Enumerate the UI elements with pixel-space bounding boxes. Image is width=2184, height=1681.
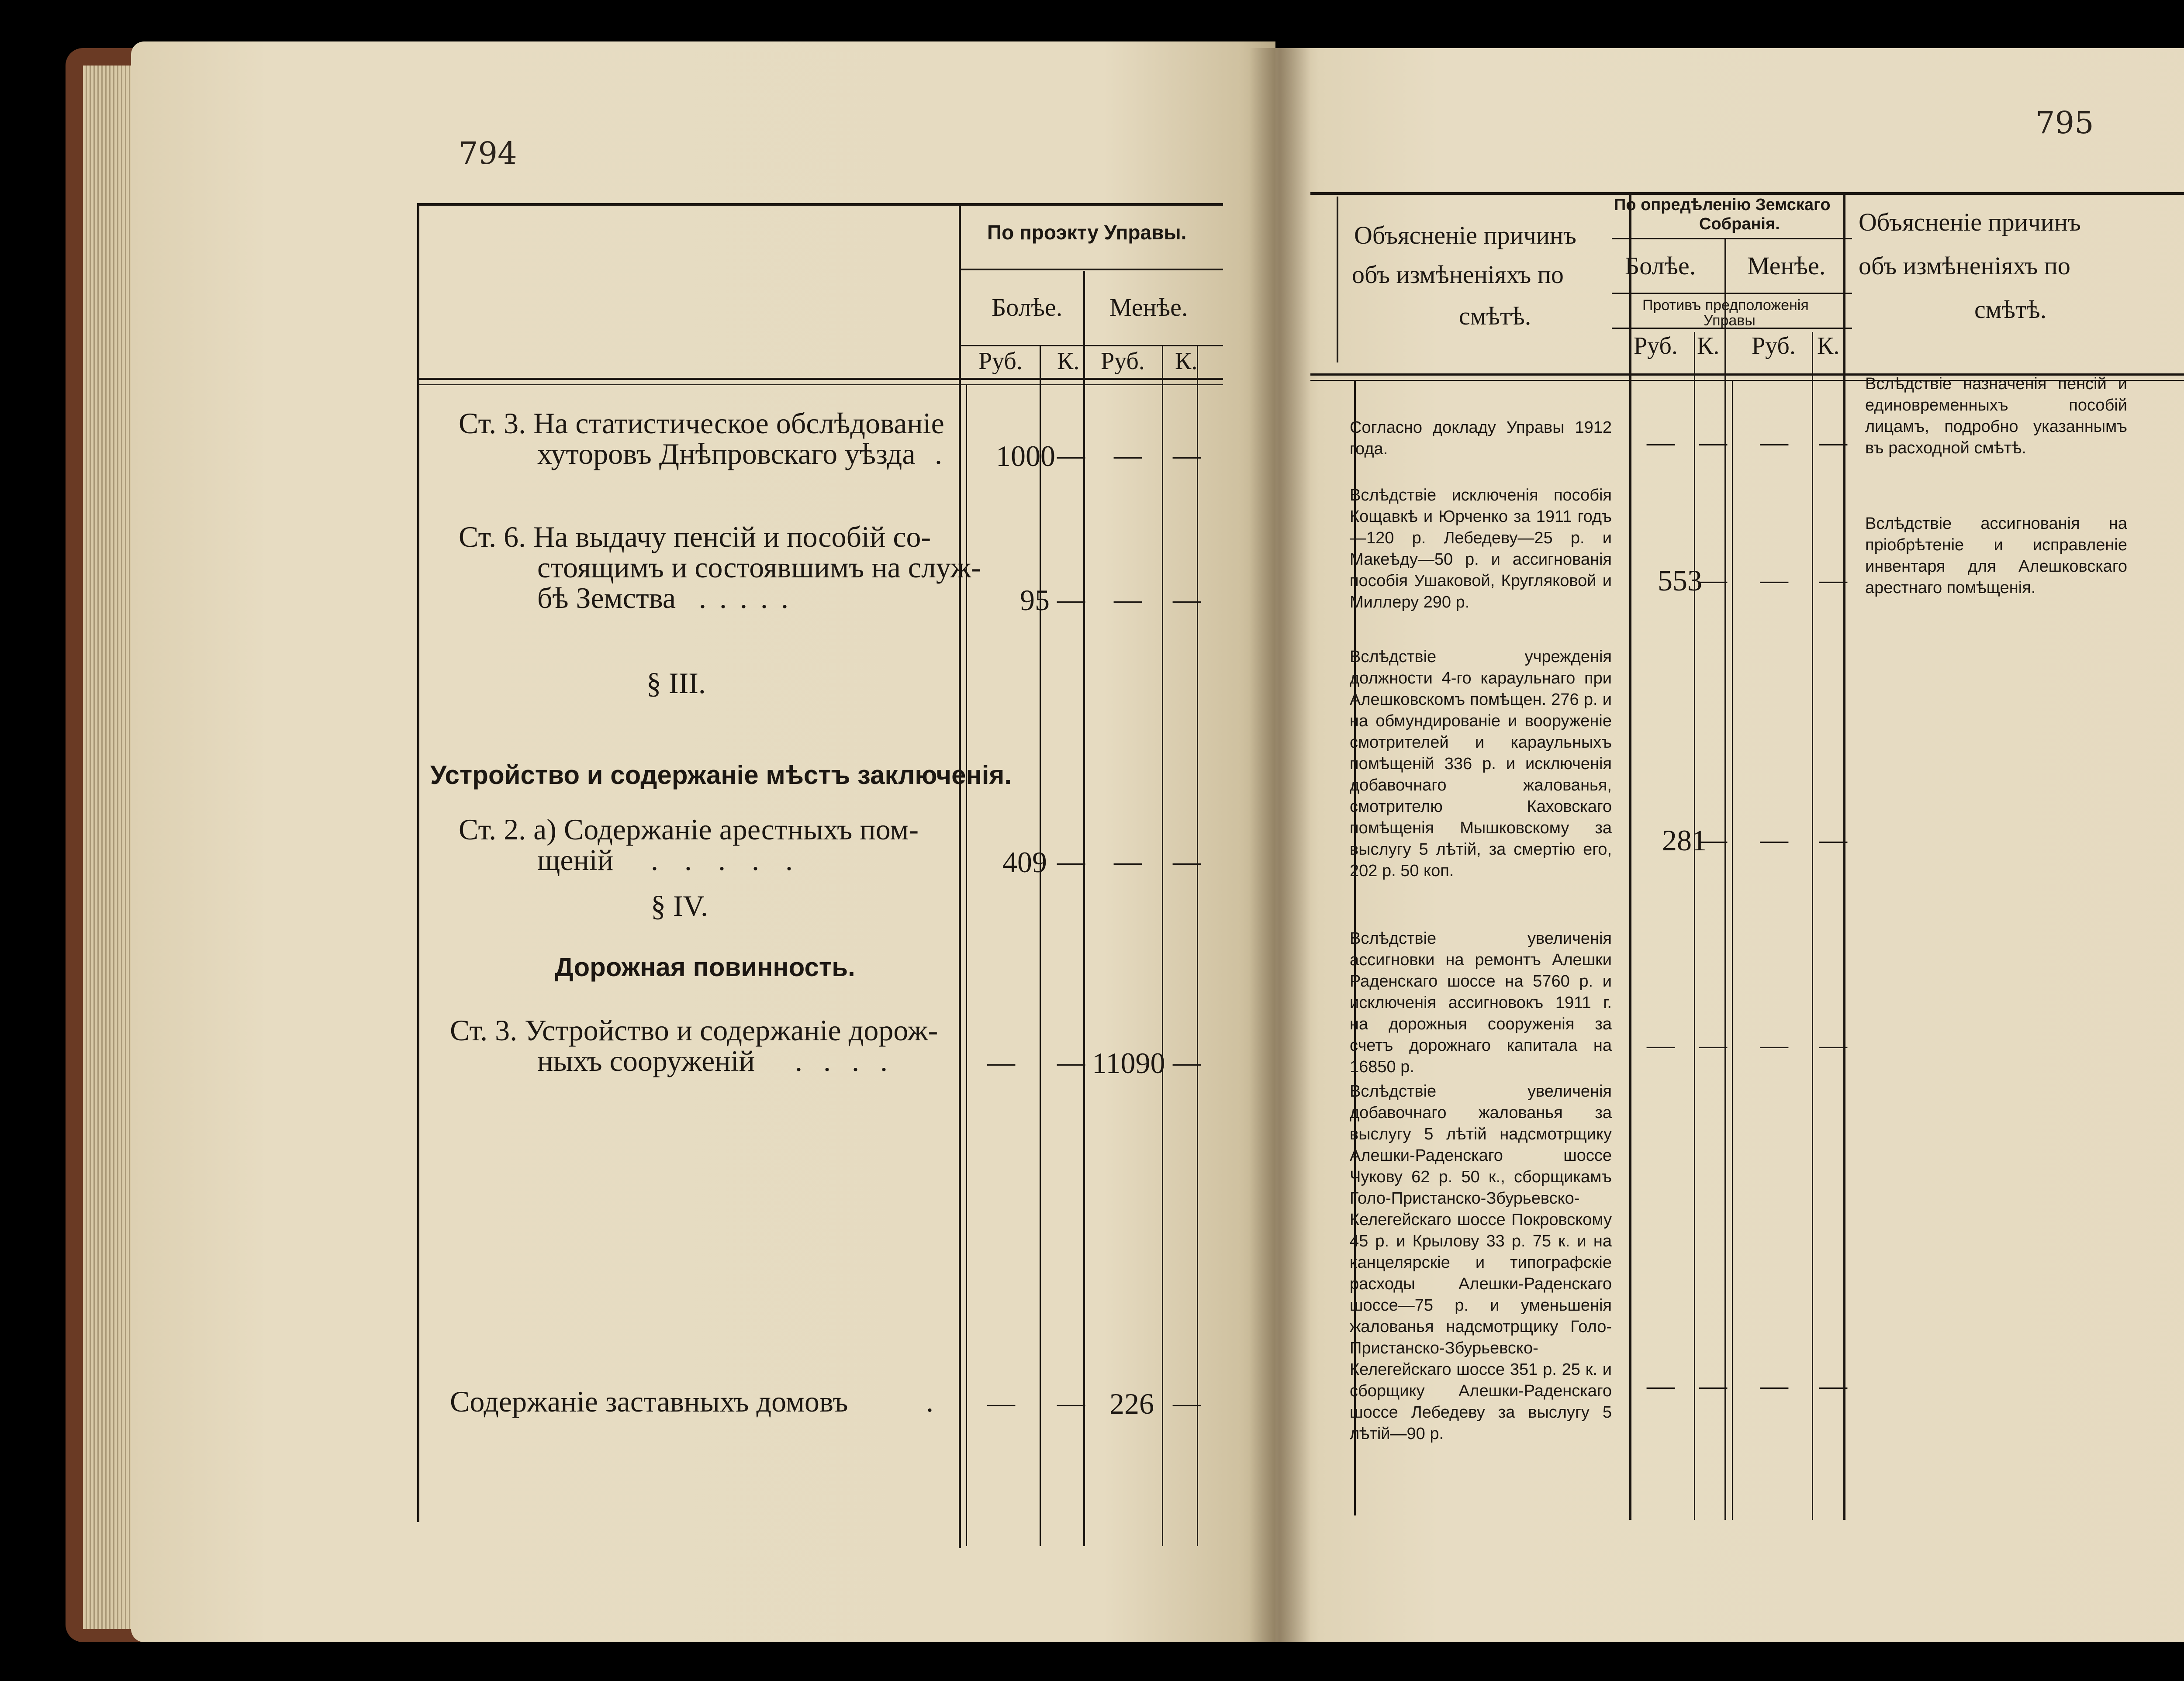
- left-header-group-rule: [961, 269, 1223, 270]
- left-table-top-rule: [419, 203, 1223, 206]
- left-row-3-less-rub: —: [1114, 846, 1142, 877]
- right-header-explain-2: объ измѣненіяхъ по: [1352, 260, 1564, 289]
- right-header-less: Менѣе.: [1747, 252, 1826, 280]
- right-row-2-less-kop: —: [1819, 564, 1847, 595]
- left-header-sub-rule: [961, 345, 1223, 346]
- right-col-rule-1: [1629, 192, 1631, 1520]
- right-col-rule-5: [1843, 192, 1845, 1520]
- right-header-left-rule: [1337, 197, 1338, 362]
- right-row-3-more-rub: 281: [1662, 824, 1707, 857]
- right-header-kop-1: К.: [1697, 332, 1720, 359]
- right-header-explain-1: Объясненіе причинъ: [1354, 221, 1576, 249]
- right-row-3-more-kop: —: [1699, 824, 1727, 855]
- left-page-number: 794: [459, 135, 517, 171]
- left-header-rub-2: Руб.: [1101, 348, 1145, 375]
- left-row-3-more-rub: 409: [1002, 846, 1047, 879]
- left-row-3-line-1: Ст. 2. а) Содержаніе арестныхъ пом-: [459, 813, 919, 846]
- right-row-4-more-rub: —: [1647, 1029, 1675, 1060]
- right-row-1-more-kop: —: [1699, 426, 1727, 457]
- right-row-3-less-rub: —: [1760, 824, 1788, 855]
- left-row-2-less-rub: —: [1114, 583, 1142, 614]
- right-row-2-more-rub: 553: [1658, 564, 1702, 597]
- right-col-rule-2: [1694, 332, 1695, 1520]
- left-row-4-less-rub: 11090: [1092, 1046, 1165, 1080]
- right-row-5-less-kop: —: [1819, 1370, 1847, 1401]
- right-header-explain-r-1: Объясненіе причинъ: [1859, 208, 2081, 236]
- left-row-4-less-kop: —: [1173, 1046, 1201, 1077]
- right-note-left-2: Вслѣдствіе исключенія пособія Кощавкѣ и Юрченко за 1911 годъ—120 р. Лебедеву—25 р. и Макеѣду—50 р. и ассигнованія пособія Ушаковой, Кругляковой и Миллеру 290 р.: [1350, 486, 1612, 611]
- right-row-4-more-kop: —: [1699, 1029, 1727, 1060]
- left-row-5-less-rub: 226: [1109, 1387, 1154, 1420]
- right-header-group-rule: [1612, 238, 1852, 239]
- right-header-group-1: По опредѣленію Земскаго: [1614, 196, 1831, 214]
- left-row-2-more-kop: —: [1057, 583, 1085, 614]
- left-row-2-leader: .....: [699, 581, 802, 614]
- left-row-5-line-1: Содержаніе заставныхъ домовъ: [450, 1385, 848, 1418]
- right-page-number: 795: [2035, 105, 2094, 141]
- left-header-group: По проэкту Управы.: [987, 221, 1187, 244]
- left-col-rule-5: [1197, 345, 1198, 1546]
- right-note-left-5: Вслѣдствіе увеличенія добавочнаго жалованья за выслугу 5 лѣтій надсмотрщику Алешки-Раденскаго шоссе Чукову 62 р. 50 к., сборщикамъ Голо-Пристанско-Збурьевско-Келегейскаго шоссе Покровскому 45 р. и Крылову 33 р. 75 к. и на канцелярскіе и типографскіе расходы Алешки-Раденскаго шоссе—75 р. и уменьшенія жалованья надсмотрщику Голо-Пристанско-Збурьевско-Келегейскаго шоссе 351 р. 25 к. и сборщику Алешки-Раденскаго шоссе Лебедеву за выслугу 5 лѣтій—90 р.: [1350, 1082, 1612, 1443]
- right-row-3-less-kop: —: [1819, 824, 1847, 855]
- left-row-2-line-3: бѣ Земства: [537, 581, 676, 614]
- right-row-4-less-kop: —: [1819, 1029, 1847, 1060]
- left-row-1-leader: .: [935, 437, 942, 470]
- right-header-sub-rule: [1612, 293, 1852, 294]
- right-note-left-1: Согласно докладу Управы 1912 года.: [1350, 418, 1612, 458]
- right-header-kop-2: К.: [1817, 332, 1840, 359]
- right-header-explain-r-3: смѣтѣ.: [1974, 295, 2047, 324]
- left-header-kop-2: К.: [1175, 348, 1198, 375]
- left-header-less: Менѣе.: [1109, 293, 1188, 321]
- left-row-1-less-kop: —: [1173, 439, 1201, 470]
- right-col-rule-3b: [1732, 380, 1733, 1520]
- left-row-1-more-kop: —: [1057, 439, 1085, 470]
- left-section-4: § IV.: [651, 889, 708, 922]
- left-row-3-less-kop: —: [1173, 846, 1201, 877]
- left-row-2-line-2: стоящимъ и состоявшимъ на служ-: [537, 551, 981, 584]
- gutter-shadow: [1249, 48, 1310, 1642]
- right-table-top-rule: [1310, 192, 2184, 195]
- right-row-5-more-rub: —: [1647, 1370, 1675, 1401]
- left-col-rule-4: [1162, 345, 1163, 1546]
- right-header-more: Болѣе.: [1625, 252, 1696, 280]
- left-col-rule-1: [959, 203, 961, 1548]
- left-table-left-rule: [417, 203, 419, 1522]
- left-row-4-more-rub: —: [987, 1046, 1015, 1077]
- right-row-5-less-rub: —: [1760, 1370, 1788, 1401]
- right-col-rule-4: [1812, 332, 1813, 1520]
- left-row-2-less-kop: —: [1173, 583, 1201, 614]
- left-header-rub-1: Руб.: [978, 348, 1023, 375]
- left-row-5-more-rub: —: [987, 1387, 1015, 1418]
- left-row-1-more-rub: 1000: [996, 439, 1055, 473]
- right-header-against-2: Управы: [1704, 312, 1755, 329]
- right-row-1-more-rub: —: [1647, 426, 1675, 457]
- left-row-4-line-2: ныхъ сооруженій: [537, 1044, 755, 1077]
- left-header-bottom-rule-2: [419, 384, 1223, 385]
- right-row-1-less-kop: —: [1819, 426, 1847, 457]
- left-row-3-line-2: щеній: [537, 843, 614, 877]
- left-col-rule-2: [1040, 345, 1041, 1546]
- right-header-against-1: Противъ предположенія: [1642, 297, 1809, 314]
- left-header-kop-1: К.: [1057, 348, 1080, 375]
- left-row-1-line-1: Ст. 3. На статистическое обслѣдованіе: [459, 407, 944, 440]
- right-row-5-more-kop: —: [1699, 1370, 1727, 1401]
- left-row-4-line-1: Ст. 3. Устройство и содержаніе дорож-: [450, 1014, 938, 1047]
- left-section-3: § III.: [646, 666, 706, 700]
- right-row-1-less-rub: —: [1760, 426, 1788, 457]
- right-note-right-2: Вслѣдствіе ассигнованія на пріобрѣтеніе и исправленіе инвентаря для Алешковскаго арестнаго помѣщенія.: [1865, 514, 2127, 597]
- right-note-right-1: Вслѣдствіе назначенія пенсій и единовременныхъ пособій лицамъ, подробно указаннымъ въ расходной смѣтѣ.: [1865, 375, 2127, 457]
- left-heading-3: Устройство и содержаніе мѣстъ заключенія.: [430, 760, 1012, 790]
- left-header-bottom-rule: [419, 378, 1223, 380]
- right-header-explain-3: смѣтѣ.: [1459, 302, 1531, 330]
- right-row-4-less-rub: —: [1760, 1029, 1788, 1060]
- left-row-1-line-2: хуторовъ Днѣпровскаго уѣзда: [537, 437, 916, 470]
- right-header-rub-2: Руб.: [1752, 332, 1796, 359]
- left-row-5-less-kop: —: [1173, 1387, 1201, 1418]
- left-heading-4: Дорожная повинность.: [555, 953, 855, 982]
- right-header-explain-r-2: объ измѣненіяхъ по: [1859, 252, 2070, 280]
- left-row-3-leader: .....: [651, 843, 819, 877]
- left-header-more: Болѣе.: [992, 293, 1063, 321]
- right-row-2-less-rub: —: [1760, 564, 1788, 595]
- left-row-5-more-kop: —: [1057, 1387, 1085, 1418]
- left-row-4-more-kop: —: [1057, 1046, 1085, 1077]
- left-row-2-more-rub: 95: [1020, 583, 1050, 617]
- right-note-left-4: Вслѣдствіе увеличенія ассигновки на ремонтъ Алешки Раденскаго шоссе на 5760 р. и исключенія ассигновокъ 1911 г. на дорожныя сооруженія за счетъ дорожнаго капитала на 16850 р.: [1350, 929, 1612, 1076]
- left-row-3-more-kop: —: [1057, 846, 1085, 877]
- right-header-group-2: Собранія.: [1699, 215, 1780, 233]
- right-header-rub-1: Руб.: [1634, 332, 1678, 359]
- left-row-1-less-rub: —: [1114, 439, 1142, 470]
- left-row-5-leader: .: [926, 1385, 933, 1418]
- left-row-2-line-1: Ст. 6. На выдачу пенсій и пособій со-: [459, 520, 931, 553]
- right-note-left-3: Вслѣдствіе учрежденія должности 4-го караульнаго при Алешковскомъ помѣщен. 276 р. и на обмундированіе и вооруженіе смотрителей и караульныхъ помѣщеній 336 р. и исключенія добавочнаго жалованья, смотрителю Каховскаго помѣщенія Мышковскому за выслугу 5 лѣтій, за смертію его, 202 р. 50 коп.: [1350, 648, 1612, 880]
- left-row-4-leader: ....: [795, 1044, 909, 1077]
- right-row-2-more-kop: —: [1699, 564, 1727, 595]
